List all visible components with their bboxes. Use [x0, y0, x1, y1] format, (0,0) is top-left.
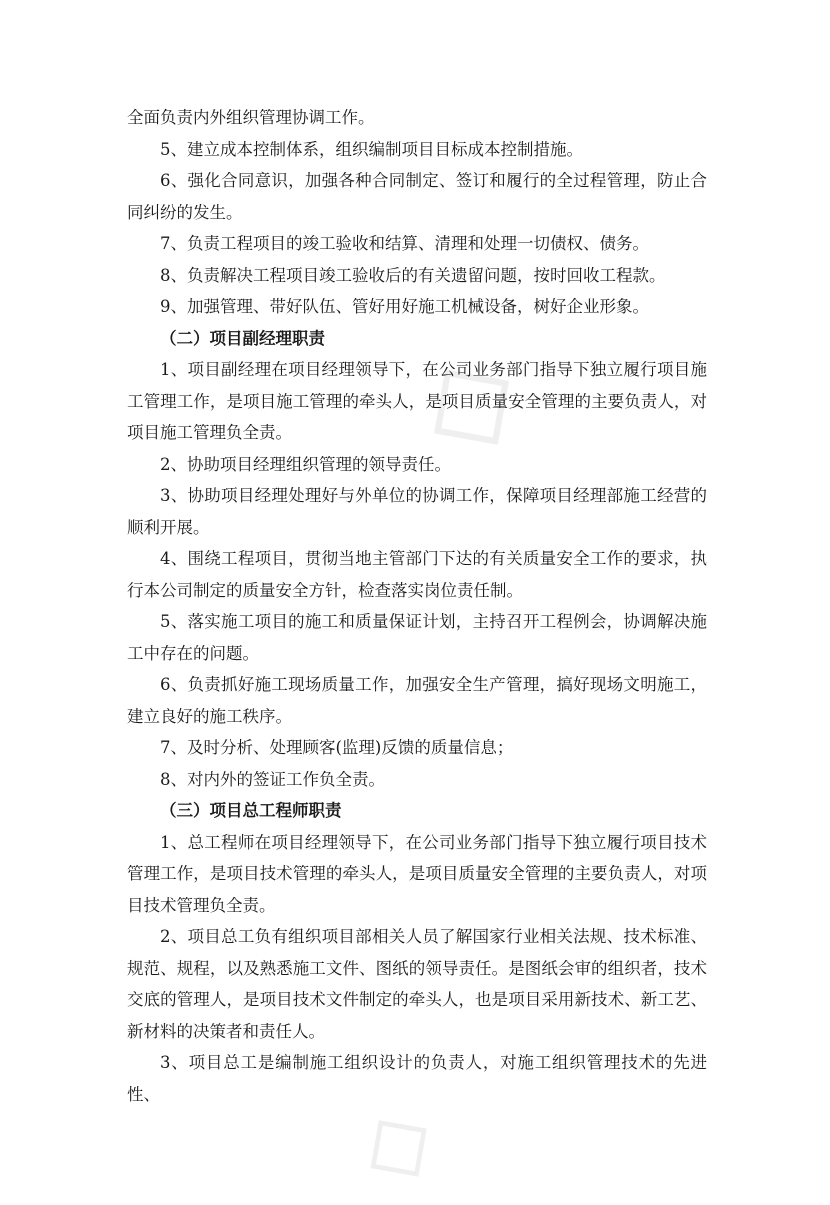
paragraph: 3、项目总工是编制施工组织设计的负责人，对施工组织管理技术的先进性、: [127, 1053, 707, 1104]
watermark-mark: ◇: [388, 316, 544, 483]
paragraph: 5、落实施工项目的施工和质量保证计划，主持召开工程例会，协调解决施工中存在的问题。: [127, 612, 707, 663]
paragraph: 8、负责解决工程项目竣工验收后的有关遗留问题，按时回收工程款。: [160, 265, 666, 285]
paragraph: 1、总工程师在项目经理领导下，在公司业务部门指导下独立履行项目技术管理工作，是项目技术管理的牵头人，是项目质量安全管理的主要负责人，对项目技术管理负全责。: [127, 832, 707, 915]
paragraph: 9、加强管理、带好队伍、管好用好施工机械设备，树好企业形象。: [160, 297, 649, 316]
paragraph: 7、负责工程项目的竣工验收和结算、清理和处理一切债权、债务。: [160, 234, 649, 253]
paragraph: 8、对内外的签证工作负全责。: [160, 769, 385, 789]
paragraph: 7、及时分析、处理顾客(监理)反馈的质量信息；: [160, 738, 514, 757]
paragraph: 全面负责内外组织管理协调工作。: [127, 108, 375, 127]
section-heading: （三）项目总工程师职责: [160, 801, 342, 820]
watermark-mark: ◇: [336, 1079, 454, 1205]
paragraph: 4、围绕工程项目，贯彻当地主管部门下达的有关质量安全工作的要求，执行本公司制定的质量安全方针，检查落实岗位责任制。: [127, 549, 707, 600]
paragraph: 3、协助项目经理处理好与外单位的协调工作，保障项目经理部施工经营的顺利开展。: [127, 486, 707, 537]
paragraph: 5、建立成本控制体系，组织编制项目目标成本控制措施。: [160, 139, 583, 159]
paragraph: 2、项目总工负有组织项目部相关人员了解国家行业相关法规、技术标准、规范、规程，以及熟悉施工文件、图纸的领导责任。是图纸会审的组织者，技术交底的管理人，是项目技术文件制定的牵头人，也是项目采用新技术、新工艺、新材料的决策者和责任人。: [127, 927, 707, 1041]
document-body: [127, 102, 707, 1110]
paragraph: 6、强化合同意识，加强各种合同制定、签订和履行的全过程管理，防止合同纠纷的发生。: [127, 171, 707, 222]
paragraph: 2、协助项目经理组织管理的领导责任。: [160, 454, 451, 474]
section-heading: （二）项目副经理职责: [160, 328, 325, 348]
paragraph: 1、项目副经理在项目经理领导下，在公司业务部门指导下独立履行项目施工管理工作，是项目施工管理的牵头人，是项目质量安全管理的主要负责人，对项目施工管理负全责。: [127, 360, 707, 442]
paragraph: 6、负责抓好施工现场质量工作，加强安全生产管理，搞好现场文明施工，建立良好的施工秩序。: [127, 675, 707, 726]
